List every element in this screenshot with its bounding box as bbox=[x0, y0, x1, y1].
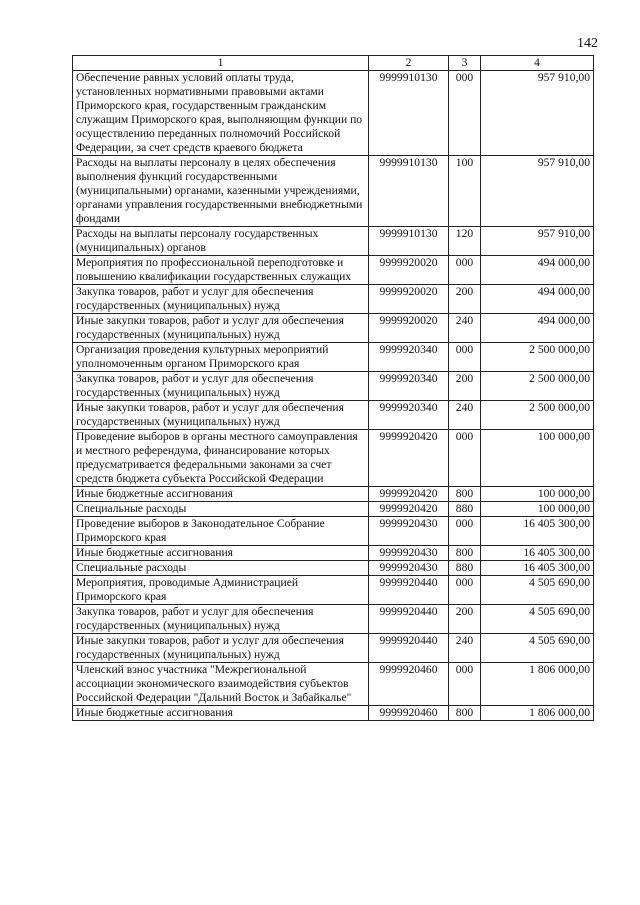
row-amount-cell: 100 000,00 bbox=[481, 430, 594, 487]
budget-table bbox=[72, 55, 594, 721]
row-code-cell: 9999910130 bbox=[369, 227, 449, 256]
row-name-cell: Мероприятия по профессиональной переподготовке и повышению квалификации государственных служащих bbox=[73, 256, 369, 285]
row-name-cell: Иные закупки товаров, работ и услуг для обеспечения государственных (муниципальных) нужд bbox=[73, 634, 369, 663]
row-code-cell: 9999920430 bbox=[369, 546, 449, 561]
row-type-cell: 000 bbox=[449, 430, 481, 487]
row-type-cell: 000 bbox=[449, 71, 481, 156]
table-row bbox=[73, 502, 594, 517]
row-amount-cell: 957 910,00 bbox=[481, 227, 594, 256]
row-type-cell: 240 bbox=[449, 401, 481, 430]
table-header-row bbox=[73, 56, 594, 71]
table-row bbox=[73, 576, 594, 605]
row-type-cell: 800 bbox=[449, 706, 481, 721]
row-type-cell: 800 bbox=[449, 546, 481, 561]
table-row bbox=[73, 605, 594, 634]
row-name-cell: Членский взнос участника "Межрегиональной ассоциации экономического взаимодействия субъектов Российской Федерации "Дальний Восток и Забайкалье" bbox=[73, 663, 369, 706]
row-name-cell: Иные бюджетные ассигнования bbox=[73, 546, 369, 561]
row-amount-cell: 16 405 300,00 bbox=[481, 546, 594, 561]
table-row bbox=[73, 256, 594, 285]
row-name-cell: Проведение выборов в органы местного самоуправления и местного референдума, финансирование которых предусматривается федеральными законами за счет средств бюджета субъекта Российской Федерации bbox=[73, 430, 369, 487]
row-type-cell: 800 bbox=[449, 487, 481, 502]
row-code-cell: 9999920440 bbox=[369, 605, 449, 634]
table-row bbox=[73, 546, 594, 561]
row-name-cell: Закупка товаров, работ и услуг для обеспечения государственных (муниципальных) нужд bbox=[73, 285, 369, 314]
table-row bbox=[73, 227, 594, 256]
table-row bbox=[73, 372, 594, 401]
row-amount-cell: 494 000,00 bbox=[481, 314, 594, 343]
table-row bbox=[73, 430, 594, 487]
row-type-cell: 200 bbox=[449, 605, 481, 634]
row-amount-cell: 100 000,00 bbox=[481, 502, 594, 517]
row-amount-cell: 4 505 690,00 bbox=[481, 634, 594, 663]
row-amount-cell: 16 405 300,00 bbox=[481, 517, 594, 546]
table-row bbox=[73, 156, 594, 227]
row-code-cell: 9999920340 bbox=[369, 372, 449, 401]
row-code-cell: 9999920020 bbox=[369, 285, 449, 314]
row-name-cell: Расходы на выплаты персоналу в целях обеспечения выполнения функций государственными (муниципальными) органами, казенными учреждениями, органами управления государственными внебюджетными фондами bbox=[73, 156, 369, 227]
row-amount-cell: 2 500 000,00 bbox=[481, 372, 594, 401]
row-amount-cell: 2 500 000,00 bbox=[481, 401, 594, 430]
row-name-cell: Иные закупки товаров, работ и услуг для обеспечения государственных (муниципальных) нужд bbox=[73, 314, 369, 343]
table-row bbox=[73, 706, 594, 721]
row-name-cell: Иные бюджетные ассигнования bbox=[73, 706, 369, 721]
row-amount-cell: 957 910,00 bbox=[481, 156, 594, 227]
row-name-cell: Закупка товаров, работ и услуг для обеспечения государственных (муниципальных) нужд bbox=[73, 372, 369, 401]
row-amount-cell: 1 806 000,00 bbox=[481, 706, 594, 721]
row-code-cell: 9999920460 bbox=[369, 663, 449, 706]
row-code-cell: 9999920420 bbox=[369, 487, 449, 502]
row-type-cell: 120 bbox=[449, 227, 481, 256]
row-amount-cell: 4 505 690,00 bbox=[481, 576, 594, 605]
table-row bbox=[73, 314, 594, 343]
table-row bbox=[73, 71, 594, 156]
row-type-cell: 240 bbox=[449, 634, 481, 663]
row-amount-cell: 957 910,00 bbox=[481, 71, 594, 156]
table-row bbox=[73, 634, 594, 663]
row-code-cell: 9999920340 bbox=[369, 401, 449, 430]
table-row bbox=[73, 487, 594, 502]
row-amount-cell: 494 000,00 bbox=[481, 285, 594, 314]
row-name-cell: Специальные расходы bbox=[73, 561, 369, 576]
row-type-cell: 100 bbox=[449, 156, 481, 227]
column-header: 2 bbox=[369, 56, 449, 71]
row-code-cell: 9999920020 bbox=[369, 314, 449, 343]
row-name-cell: Расходы на выплаты персоналу государственных (муниципальных) органов bbox=[73, 227, 369, 256]
table-row bbox=[73, 401, 594, 430]
table-row bbox=[73, 517, 594, 546]
row-amount-cell: 1 806 000,00 bbox=[481, 663, 594, 706]
row-type-cell: 000 bbox=[449, 576, 481, 605]
row-code-cell: 9999910130 bbox=[369, 71, 449, 156]
row-type-cell: 000 bbox=[449, 256, 481, 285]
row-code-cell: 9999920440 bbox=[369, 634, 449, 663]
row-type-cell: 880 bbox=[449, 502, 481, 517]
row-name-cell: Обеспечение равных условий оплаты труда, установленных нормативными правовыми актами Приморского края, государственным гражданским служащим Приморского края, выполняющим функции по осуществлению переданных полномочий Российской Федерации, за счет средств краевого бюджета bbox=[73, 71, 369, 156]
row-code-cell: 9999920020 bbox=[369, 256, 449, 285]
row-code-cell: 9999920420 bbox=[369, 502, 449, 517]
row-code-cell: 9999920430 bbox=[369, 561, 449, 576]
row-code-cell: 9999920430 bbox=[369, 517, 449, 546]
row-code-cell: 9999910130 bbox=[369, 156, 449, 227]
row-type-cell: 880 bbox=[449, 561, 481, 576]
column-header: 4 bbox=[481, 56, 594, 71]
row-type-cell: 000 bbox=[449, 517, 481, 546]
table-row bbox=[73, 663, 594, 706]
table-row bbox=[73, 285, 594, 314]
row-name-cell: Специальные расходы bbox=[73, 502, 369, 517]
page-number: 142 bbox=[577, 36, 598, 51]
row-name-cell: Мероприятия, проводимые Администрацией Приморского края bbox=[73, 576, 369, 605]
row-code-cell: 9999920340 bbox=[369, 343, 449, 372]
row-amount-cell: 100 000,00 bbox=[481, 487, 594, 502]
row-amount-cell: 16 405 300,00 bbox=[481, 561, 594, 576]
table-row bbox=[73, 343, 594, 372]
row-name-cell: Иные бюджетные ассигнования bbox=[73, 487, 369, 502]
row-type-cell: 200 bbox=[449, 372, 481, 401]
row-type-cell: 200 bbox=[449, 285, 481, 314]
row-code-cell: 9999920440 bbox=[369, 576, 449, 605]
row-type-cell: 000 bbox=[449, 343, 481, 372]
row-amount-cell: 4 505 690,00 bbox=[481, 605, 594, 634]
row-type-cell: 000 bbox=[449, 663, 481, 706]
row-name-cell: Закупка товаров, работ и услуг для обеспечения государственных (муниципальных) нужд bbox=[73, 605, 369, 634]
row-type-cell: 240 bbox=[449, 314, 481, 343]
row-amount-cell: 2 500 000,00 bbox=[481, 343, 594, 372]
column-header: 1 bbox=[73, 56, 369, 71]
row-code-cell: 9999920460 bbox=[369, 706, 449, 721]
row-name-cell: Проведение выборов в Законодательное Собрание Приморского края bbox=[73, 517, 369, 546]
row-code-cell: 9999920420 bbox=[369, 430, 449, 487]
column-header: 3 bbox=[449, 56, 481, 71]
row-name-cell: Организация проведения культурных мероприятий уполномоченным органом Приморского края bbox=[73, 343, 369, 372]
row-name-cell: Иные закупки товаров, работ и услуг для обеспечения государственных (муниципальных) нужд bbox=[73, 401, 369, 430]
table-row bbox=[73, 561, 594, 576]
row-amount-cell: 494 000,00 bbox=[481, 256, 594, 285]
